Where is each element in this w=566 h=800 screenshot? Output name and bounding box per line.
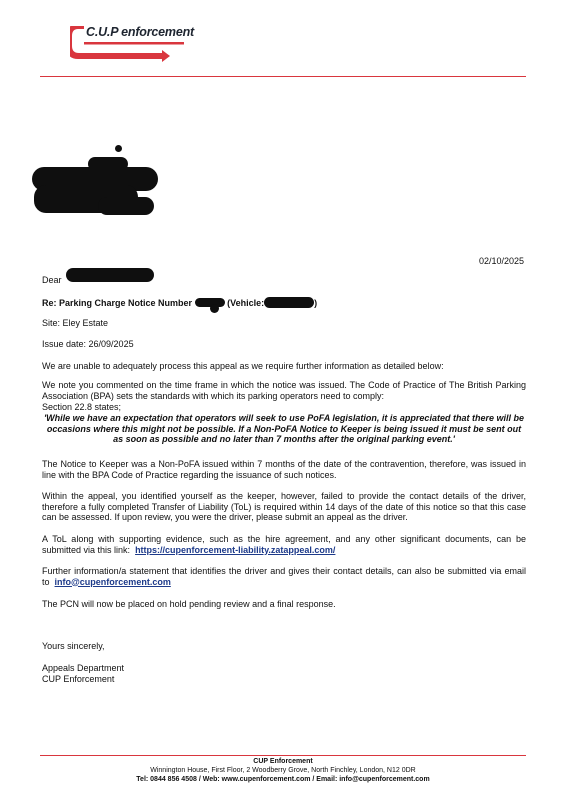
pcn-reference-line bbox=[42, 297, 317, 309]
paragraph-driver-info bbox=[42, 566, 526, 587]
issue-date-line: Issue date: 26/09/2025 bbox=[42, 339, 134, 349]
redacted-address bbox=[28, 145, 168, 225]
closing: Yours sincerely, bbox=[42, 641, 105, 651]
salutation: Dear bbox=[42, 275, 62, 285]
paragraph-tol-submit bbox=[42, 534, 526, 555]
footer-company: CUP Enforcement bbox=[253, 758, 313, 765]
bpa-quote: 'While we have an expectation that operators will seek to use PoFA legislation, it is appreciated that there will be occasions where this might not be possible. If a Non-PoFA Notice to Keeper is being issued it must be sent out as soon as possible and no later than 7 months after the original parking event.' bbox=[44, 413, 524, 444]
tol-submit-text: A ToL along with supporting evidence, such as the hire agreement, and any other significant documents, can be submitted via this link: bbox=[42, 534, 526, 555]
redacted-name bbox=[66, 268, 154, 282]
site-line: Site: Eley Estate bbox=[42, 318, 109, 328]
redacted-vehicle-reg bbox=[264, 297, 314, 308]
paragraph-bpa: We note you commented on the time frame in which the notice was issued. The Code of Practice of The British Parking Association (BPA) sets the standards with which its parking operators need to comply: bbox=[42, 380, 526, 401]
paragraph-hold: The PCN will now be placed on hold pending review and a final response. bbox=[42, 599, 336, 609]
vehicle-suffix: ) bbox=[314, 298, 318, 308]
contact-email-link[interactable]: info@cupenforcement.com bbox=[54, 576, 171, 587]
company-logo bbox=[70, 25, 194, 62]
paragraph-transfer-liability: Within the appeal, you identified yourself as the keeper, however, failed to provide the contact details of the driver, therefore a fully completed Transfer of Liability (ToL) is required within 14 days of the date of this notice so that this case can be assessed. If upon review, you were the driver, please submit an appeal as the driver. bbox=[42, 491, 526, 522]
footer-divider bbox=[40, 755, 526, 756]
footer-contact: Tel: 0844 856 4508 / Web: www.cupenforcement.com / Email: info@cupenforcement.com bbox=[136, 776, 430, 783]
liability-portal-link[interactable]: https://cupenforcement-liability.zatappeal.com/ bbox=[135, 544, 336, 555]
paragraph-intro: We are unable to adequately process this appeal as we require further information as detailed below: bbox=[42, 361, 444, 371]
redaction-mark bbox=[210, 304, 219, 313]
signature-company: CUP Enforcement bbox=[42, 674, 115, 684]
signature-department: Appeals Department bbox=[42, 663, 125, 673]
footer-address: Winnington House, First Floor, 2 Woodberry Grove, North Finchley, London, N12 0DR bbox=[150, 767, 416, 774]
driver-info-text: Further information/a statement that identifies the driver and gives their contact details, can also be submitted via email to bbox=[42, 566, 526, 587]
vehicle-label: (Vehicle: bbox=[227, 298, 265, 308]
section-reference: Section 22.8 states; bbox=[42, 402, 122, 412]
logo-text: C.U.P enforcement bbox=[86, 25, 194, 39]
header-divider bbox=[40, 76, 526, 77]
pcn-reference-label: Re: Parking Charge Notice Number bbox=[42, 298, 193, 308]
paragraph-non-pofa: The Notice to Keeper was a Non-PoFA issued within 7 months of the date of the contravention, therefore, was issued in line with the BPA Code of Practice regarding the issuance of such notices. bbox=[42, 459, 526, 480]
letter-date: 02/10/2025 bbox=[478, 256, 524, 266]
